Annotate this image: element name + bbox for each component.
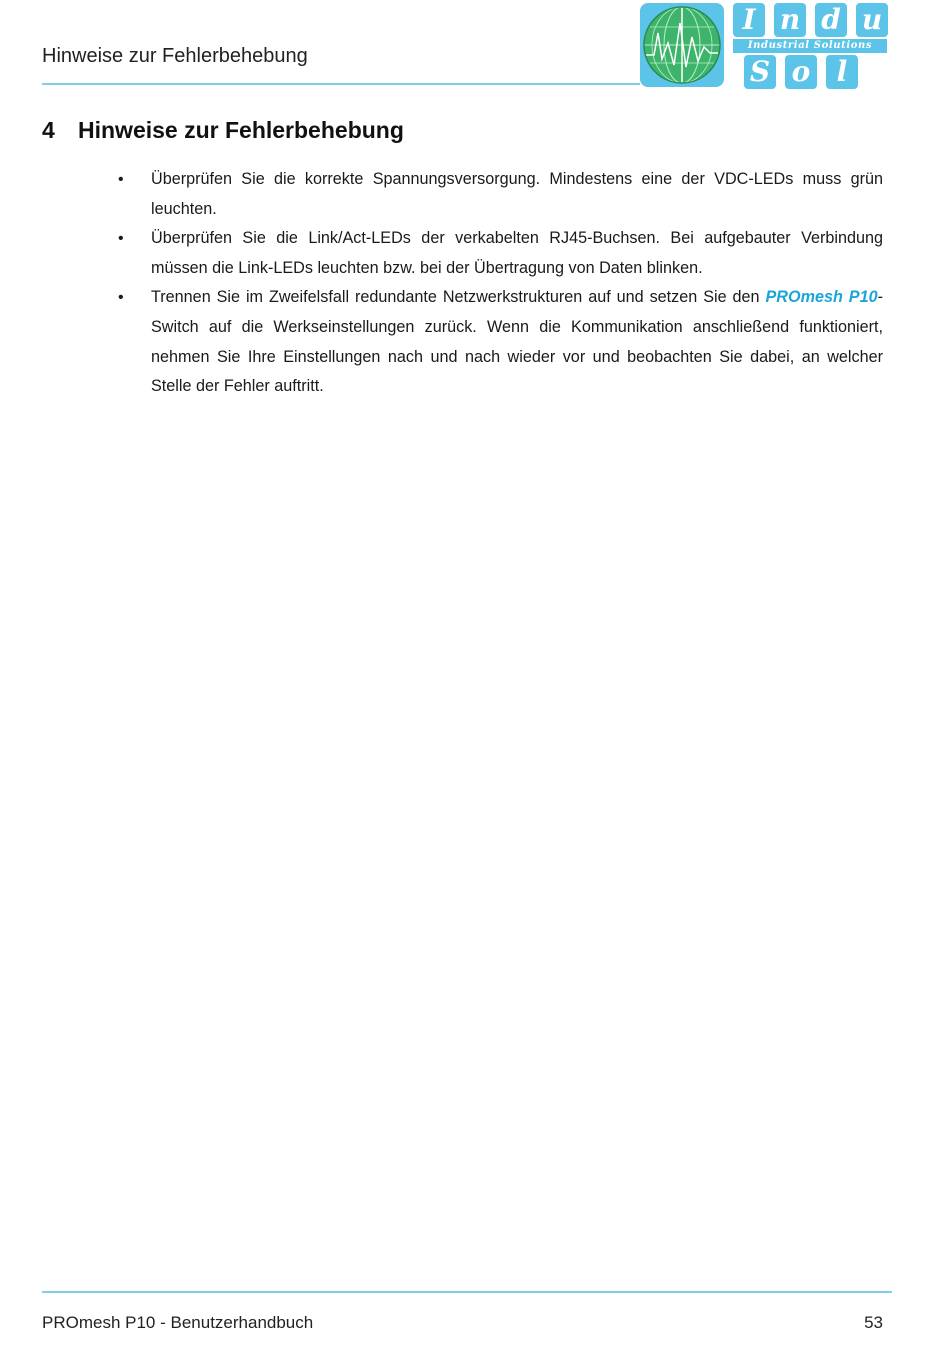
logo-letter-i: I [733, 3, 765, 37]
logo-letter-s: S [744, 55, 776, 89]
list-item-text-before: Trennen Sie im Zweifelsfall redundante Netzwerkstrukturen auf und setzen Sie den [151, 288, 766, 307]
list-item-text: Überprüfen Sie die Link/Act-LEDs der verkabelten RJ45-Buchsen. Bei aufgebauter Verbindung müssen die Link-LEDs leuchten bzw. bei der Übertragung von Daten blinken. [151, 229, 883, 277]
logo-letter-l: l [826, 55, 858, 89]
list-item-text: Überprüfen Sie die korrekte Spannungsversorgung. Mindestens eine der VDC-LEDs muss grün leuchten. [151, 170, 883, 218]
logo-tagline: Industrial Solutions [733, 39, 887, 53]
section-heading [42, 117, 404, 144]
bullet-icon: • [118, 171, 124, 188]
list-item [116, 224, 883, 283]
footer-rule [42, 1291, 892, 1293]
header-title: Hinweise zur Fehlerbehebung [42, 45, 308, 67]
page-number: 53 [864, 1313, 883, 1332]
logo-letter-o: o [785, 55, 817, 89]
troubleshooting-list [116, 165, 883, 402]
globe-icon [640, 3, 724, 87]
indusol-logo [640, 3, 892, 87]
logo-letter-d: d [815, 3, 847, 37]
section-title: Hinweise zur Fehlerbehebung [78, 117, 404, 143]
logo-letter-u: u [856, 3, 888, 37]
list-item-text-after: -Switch auf die Werkseinstellungen zurück. Wenn die Kommunikation anschließend funktioniert, nehmen Sie Ihre Einstellungen nach und nach wieder vor und beobachten Sie dabei, an welcher Stelle der Fehler auftritt. [151, 288, 883, 396]
footer-title: PROmesh P10 - Benutzerhandbuch [42, 1313, 314, 1332]
bullet-icon: • [118, 230, 124, 248]
product-name: PROmesh P10 [765, 288, 878, 307]
bullet-icon: • [118, 289, 124, 307]
section-number: 4 [42, 117, 55, 143]
logo-letter-n: n [774, 3, 806, 37]
list-item [116, 283, 883, 401]
list-item [116, 165, 883, 224]
header-rule [42, 83, 640, 85]
